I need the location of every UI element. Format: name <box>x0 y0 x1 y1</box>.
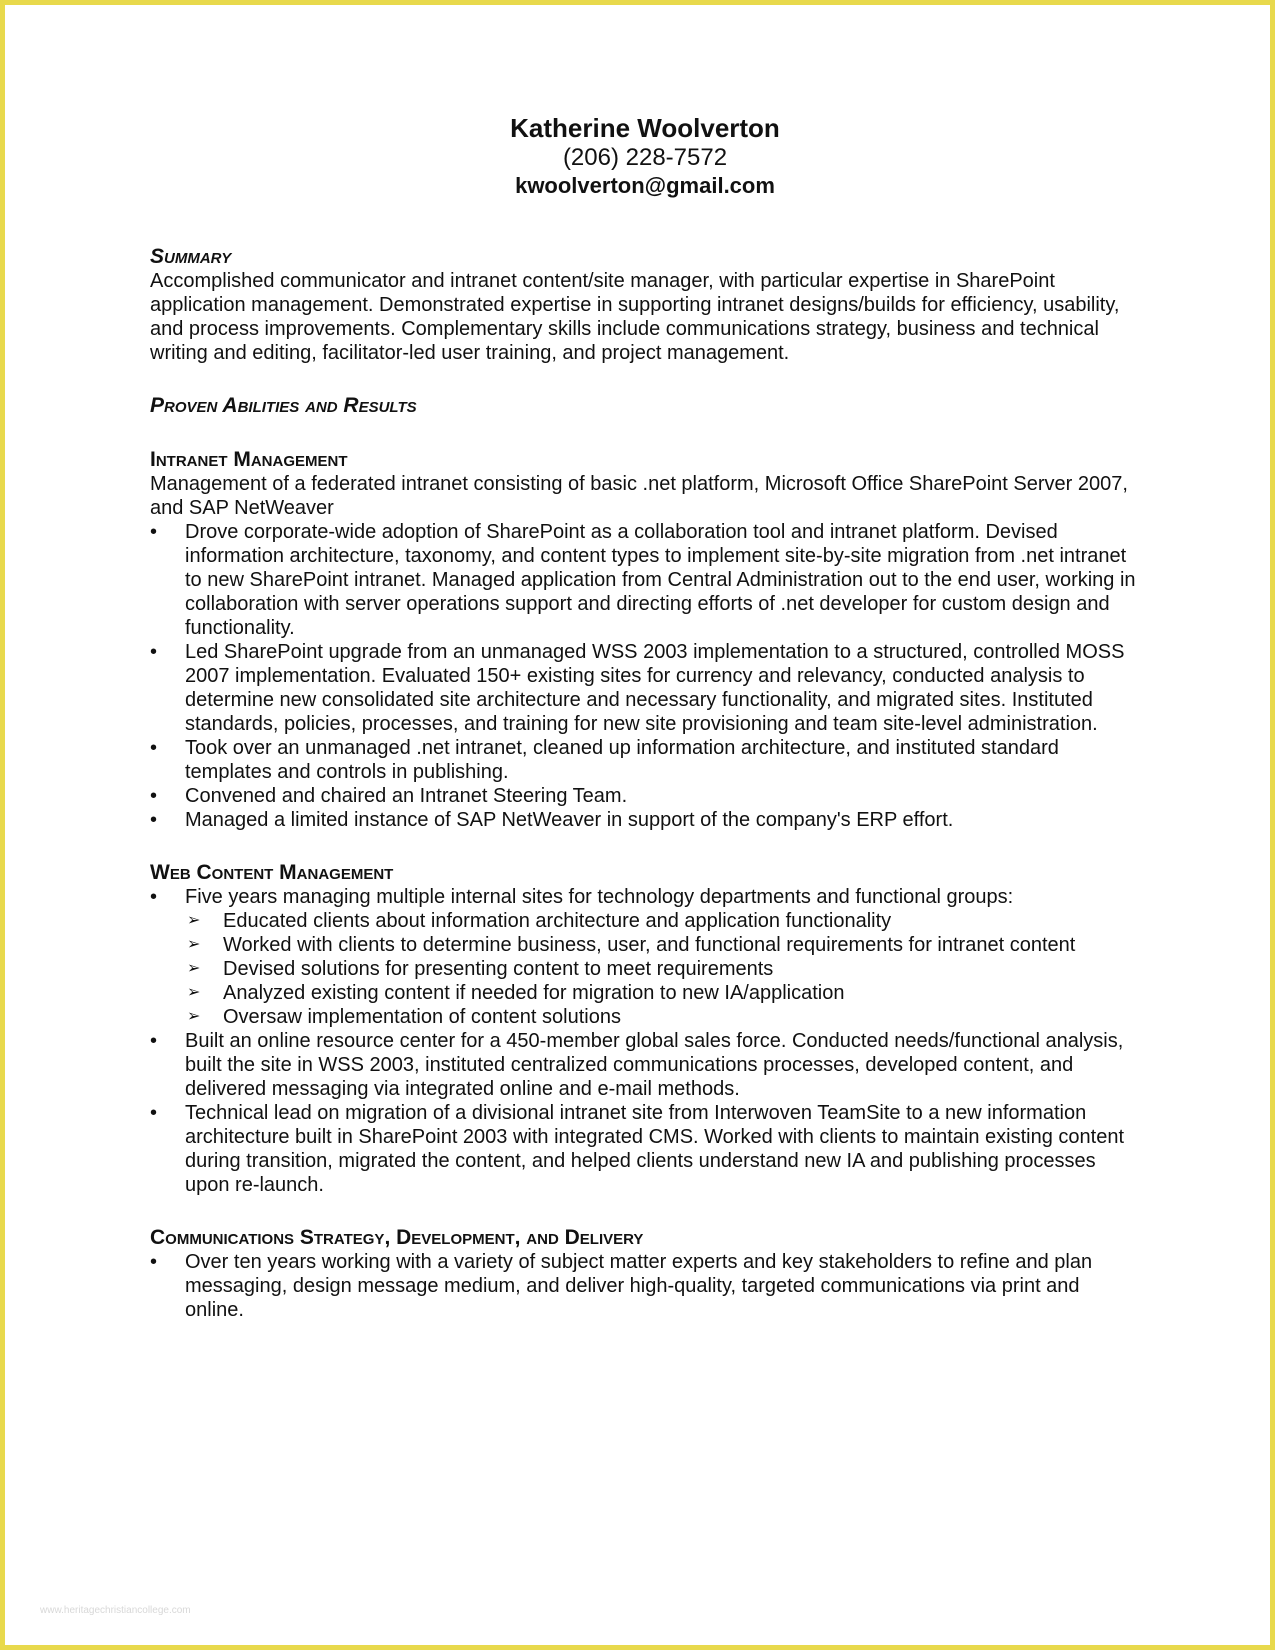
list-item-text: Five years managing multiple internal sites for technology departments and functional groups: <box>185 886 1014 908</box>
list-item <box>150 640 1140 736</box>
summary-heading: Summary <box>150 245 232 268</box>
list-item <box>150 736 1140 784</box>
list-item-text: Built an online resource center for a 450-member global sales force. Conducted needs/functional analysis, built the site in WSS 2003, instituted centralized communications processes, developed content, and delivered messaging via integrated online and e-mail methods. <box>185 1030 1124 1100</box>
arrow-bullet-icon: ➢ <box>187 984 201 1001</box>
intranet-bullets <box>150 520 1140 832</box>
web-bullets <box>150 885 1140 1197</box>
list-item-text: Drove corporate-wide adoption of SharePoint as a collaboration tool and intranet platform. Devised information architecture, taxonomy, and content types to implement site-by-site migration from .net intranet to new SharePoint intranet. Managed application from Central Administration out to the end user, working in collaboration with server operations support and directing efforts of .net developer for custom design and functionality. <box>185 521 1136 639</box>
candidate-name: Katherine Woolverton <box>510 113 780 143</box>
sub-list-item <box>185 981 1140 1005</box>
web-heading: Web Content Management <box>150 861 394 884</box>
list-item <box>150 1101 1140 1197</box>
intranet-heading: Intranet Management <box>150 448 348 471</box>
list-item <box>150 784 1140 808</box>
resume-content <box>150 112 1140 1322</box>
list-item-text: Took over an unmanaged .net intranet, cleaned up information architecture, and instituted standard templates and controls in publishing. <box>185 737 1059 783</box>
sub-list-item <box>185 1005 1140 1029</box>
bullet-icon: • <box>150 737 158 759</box>
intranet-intro: Management of a federated intranet consisting of basic .net platform, Microsoft Office SharePoint Server 2007, and SAP NetWeaver <box>150 473 1128 519</box>
candidate-email: kwoolverton@gmail.com <box>515 173 775 198</box>
list-item <box>150 520 1140 640</box>
arrow-bullet-icon: ➢ <box>187 960 201 977</box>
bullet-icon: • <box>150 521 158 543</box>
list-item-text: Convened and chaired an Intranet Steering Team. <box>185 785 628 807</box>
sub-list-item-text: Worked with clients to determine business, user, and functional requirements for intranet content <box>223 934 1076 956</box>
list-item-text: Managed a limited instance of SAP NetWeaver in support of the company's ERP effort. <box>185 809 954 831</box>
watermark-text: www.heritagechristiancollege.com <box>40 1605 191 1616</box>
sub-list-item-text: Devised solutions for presenting content to meet requirements <box>223 958 774 980</box>
summary-text: Accomplished communicator and intranet content/site manager, with particular expertise in SharePoint application management. Demonstrated expertise in supporting intranet designs/builds for efficiency, usability, and process improvements. Complementary skills include communications strategy, business and technical writing and editing, facilitator-led user training, and project management. <box>150 270 1120 364</box>
list-item-text: Technical lead on migration of a divisional intranet site from Interwoven TeamSite to a new information architecture built in SharePoint 2003 with integrated CMS. Worked with clients to maintain existing content during transition, migrated the content, and helped clients understand new IA and publishing processes upon re-launch. <box>185 1102 1125 1196</box>
arrow-bullet-icon: ➢ <box>187 1008 201 1025</box>
list-item-text: Led SharePoint upgrade from an unmanaged WSS 2003 implementation to a structured, controlled MOSS 2007 implementation. Evaluated 150+ existing sites for currency and relevancy, conducted analysis to determine new consolidated site architecture and necessary functionality, and migrated sites. Instituted standards, policies, processes, and training for new site provisioning and team site-level administration. <box>185 641 1125 735</box>
sub-list-item-text: Educated clients about information architecture and application functionality <box>223 910 892 932</box>
bullet-icon: • <box>150 809 158 831</box>
comms-heading: Communications Strategy, Development, and Delivery <box>150 1226 644 1249</box>
candidate-phone: (206) 228-7572 <box>562 144 728 171</box>
bullet-icon: • <box>150 1102 158 1124</box>
list-item <box>150 1250 1140 1322</box>
sub-list-item <box>185 957 1140 981</box>
web-subbullets <box>185 909 1140 1029</box>
abilities-heading: Proven Abilities and Results <box>150 394 417 417</box>
list-item <box>150 885 1140 1029</box>
sub-list-item-text: Analyzed existing content if needed for migration to new IA/application <box>223 982 845 1004</box>
list-item-text: Over ten years working with a variety of subject matter experts and key stakeholders to refine and plan messaging, design message medium, and deliver high-quality, targeted communications via print and online. <box>185 1251 1093 1321</box>
bullet-icon: • <box>150 641 158 663</box>
resume-header <box>150 112 1140 200</box>
bullet-icon: • <box>150 1030 158 1052</box>
sub-list-item <box>185 933 1140 957</box>
list-item <box>150 1029 1140 1101</box>
arrow-bullet-icon: ➢ <box>187 912 201 929</box>
sub-list-item-text: Oversaw implementation of content solutions <box>223 1006 621 1028</box>
arrow-bullet-icon: ➢ <box>187 936 201 953</box>
bullet-icon: • <box>150 785 158 807</box>
bullet-icon: • <box>150 886 158 908</box>
comms-bullets <box>150 1250 1140 1322</box>
bullet-icon: • <box>150 1251 158 1273</box>
sub-list-item <box>185 909 1140 933</box>
list-item <box>150 808 1140 832</box>
